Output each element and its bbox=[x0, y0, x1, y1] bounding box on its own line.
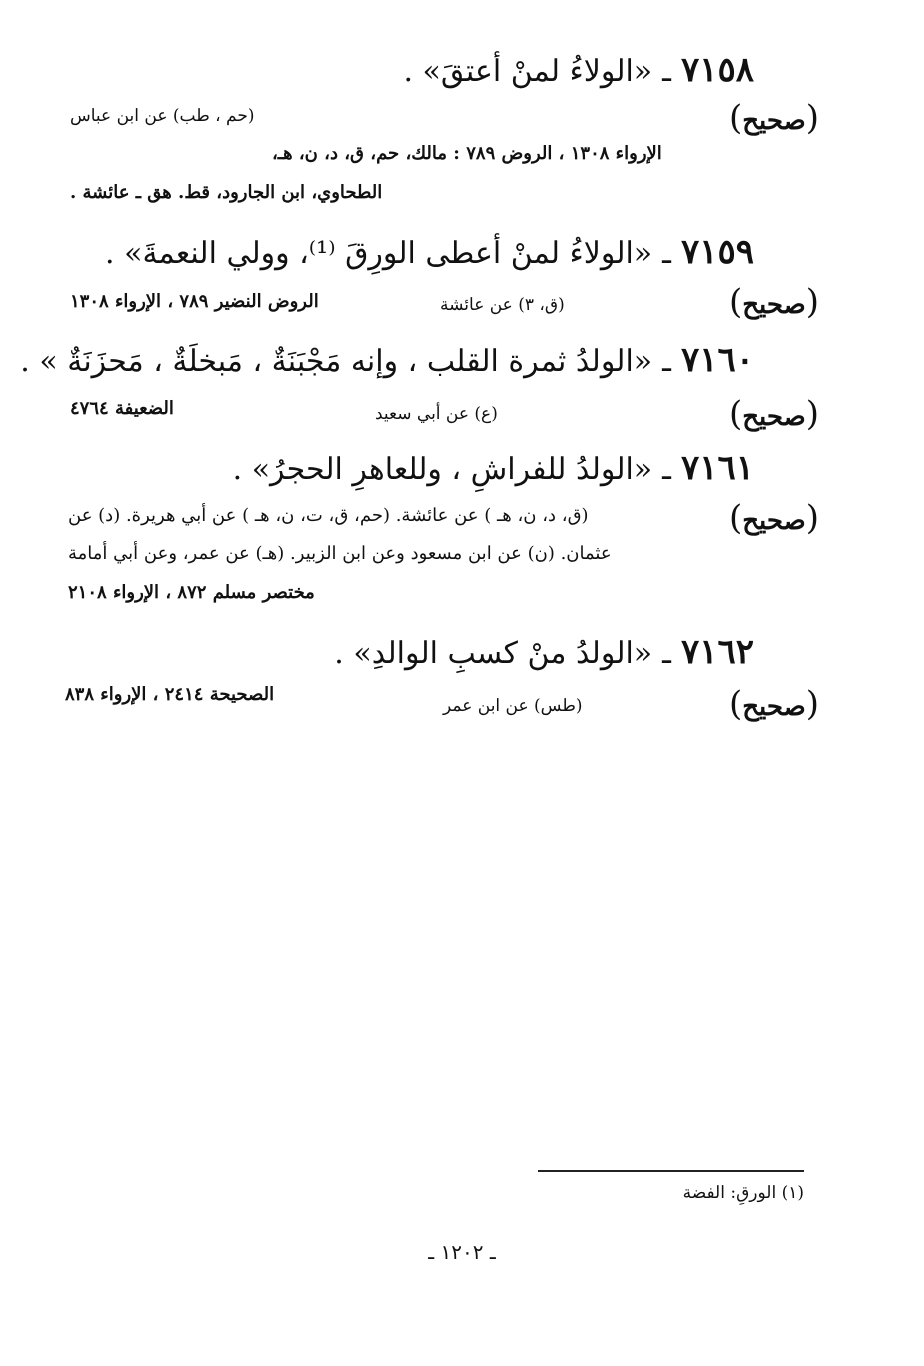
grade-badge: (صحيح) bbox=[728, 498, 819, 538]
grade-badge: (صحيح) bbox=[728, 282, 819, 322]
refs: مختصر مسلم ٨٧٢ ، الإرواء ٢١٠٨ bbox=[68, 582, 315, 603]
hadith-text: «الولاءُ لمنْ أعطى الورِقَ ⁽¹⁾، وولي النعمةَ» . bbox=[105, 236, 653, 271]
sources-text: (طس) عن ابن عمر bbox=[443, 696, 583, 716]
hadith-number: ٧١٥٩ bbox=[680, 232, 754, 272]
grade-label: صحيح bbox=[742, 290, 806, 320]
dash: ـ bbox=[662, 452, 671, 487]
grade-label: صحيح bbox=[742, 692, 806, 722]
hadith-number: ٧١٥٨ bbox=[680, 50, 754, 90]
dash: ـ bbox=[662, 236, 671, 271]
grade-badge: (صحيح) bbox=[728, 684, 819, 724]
refs-line-1: الإرواء ١٣٠٨ ، الروض ٧٨٩ : مالك، حم، ق، د، ن، هـ، bbox=[272, 143, 662, 164]
page-number: ـ ١٢٠٢ ـ bbox=[428, 1240, 496, 1264]
hadith-line bbox=[403, 50, 754, 90]
footnote: (١) الورقِ: الفضة bbox=[682, 1183, 804, 1203]
dash: ـ bbox=[662, 54, 671, 89]
hadith-number: ٧١٦٢ bbox=[680, 632, 754, 672]
grade-badge: (صحيح) bbox=[728, 394, 819, 434]
hadith-number: ٧١٦١ bbox=[680, 448, 754, 488]
sources-line-2: عثمان. (ن) عن ابن مسعود وعن ابن الزبير. (هـ) عن عمر، وعن أبي أمامة bbox=[68, 543, 612, 564]
sources-text: (حم ، طب) عن ابن عباس bbox=[70, 106, 255, 126]
hadith-text: «الولدُ منْ كسبِ الوالدِ» . bbox=[334, 636, 653, 671]
grade-badge: (صحيح) bbox=[728, 98, 819, 138]
sources-text: (ع) عن أبي سعيد bbox=[375, 404, 498, 424]
hadith-line bbox=[334, 632, 754, 672]
hadith-line bbox=[233, 448, 754, 488]
hadith-text: «الولاءُ لمنْ أعتقَ» . bbox=[403, 54, 653, 89]
grade-label: صحيح bbox=[742, 106, 806, 136]
hadith-line bbox=[105, 232, 754, 272]
hadith-line bbox=[20, 340, 754, 380]
refs: الروض النضير ٧٨٩ ، الإرواء ١٣٠٨ bbox=[70, 291, 319, 312]
grade-label: صحيح bbox=[742, 506, 806, 536]
refs: الضعيفة ٤٧٦٤ bbox=[70, 398, 174, 419]
footnote-divider bbox=[538, 1170, 804, 1172]
dash: ـ bbox=[662, 344, 671, 379]
refs-line-2: الطحاوي، ابن الجارود، قط. هق ـ عائشة . bbox=[70, 182, 383, 203]
sources-text: (ق، ٣) عن عائشة bbox=[440, 295, 565, 315]
grade-label: صحيح bbox=[742, 402, 806, 432]
hadith-text: «الولدُ ثمرة القلب ، وإنه مَجْبَنَةٌ ، مَبخلَةٌ ، مَحزَنَةٌ » . bbox=[20, 344, 653, 379]
dash: ـ bbox=[662, 636, 671, 671]
sources-line-1: (ق، د، ن، هـ ) عن عائشة. (حم، ق، ت، ن، هـ ) عن أبي هريرة. (د) عن bbox=[68, 505, 589, 526]
hadith-text: «الولدُ للفراشِ ، وللعاهرِ الحجرُ» . bbox=[232, 452, 653, 487]
refs: الصحيحة ٢٤١٤ ، الإرواء ٨٣٨ bbox=[65, 684, 275, 705]
hadith-number: ٧١٦٠ bbox=[680, 340, 754, 380]
